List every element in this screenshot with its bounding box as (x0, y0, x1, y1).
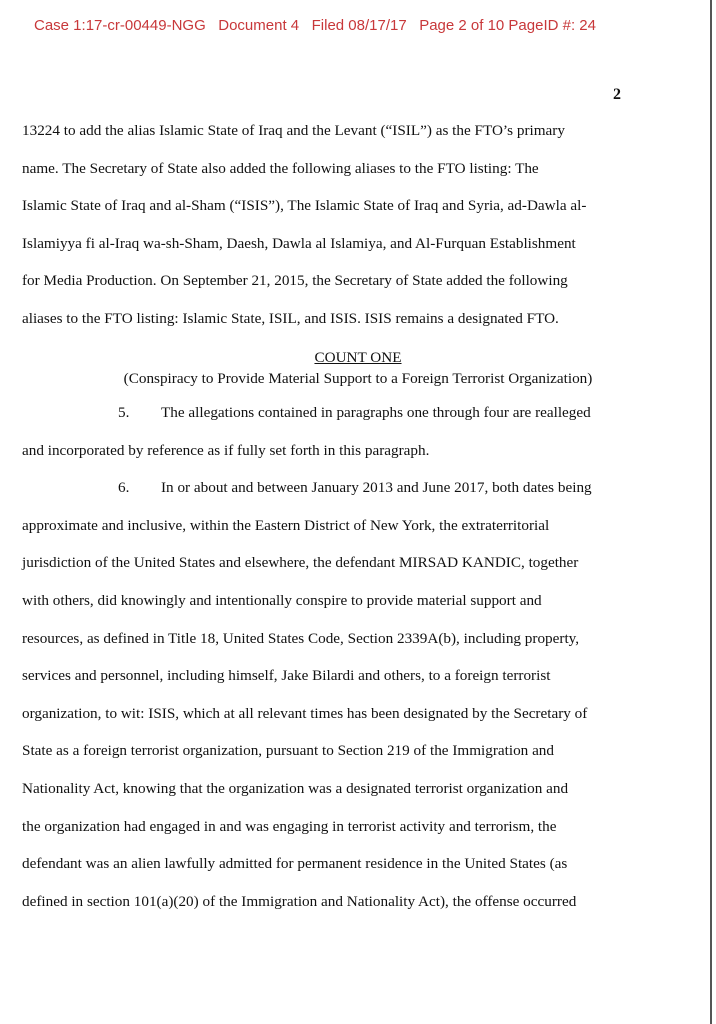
paragraph-number: 5. (118, 404, 130, 421)
text-line: aliases to the FTO listing: Islamic State, ISIL, and ISIS. ISIS remains a designated FTO. (22, 309, 559, 327)
paragraph-6-first-line (22, 469, 702, 507)
page-edge (710, 0, 712, 1024)
text-line: services and personnel, including himself, Jake Bilardi and others, to a foreign terrorist (22, 667, 551, 685)
text-line: defendant was an alien lawfully admitted for permanent residence in the United States (as (22, 855, 568, 873)
count-subtitle: (Conspiracy to Provide Material Support to a Foreign Terrorist Organization) (123, 370, 593, 387)
text-line: Islamiyya fi al-Iraq wa-sh-Sham, Daesh, Dawla al Islamiya, and Al-Furquan Establishment (22, 234, 576, 252)
count-body (22, 394, 702, 920)
text-line: 13224 to add the alias Islamic State of Iraq and the Levant (“ISIL”) as the FTO’s primary (22, 122, 565, 139)
text-line: Islamic State of Iraq and al-Sham (“ISIS”), The Islamic State of Iraq and Syria, ad-Dawla al- (22, 197, 587, 215)
paragraph-5-first-line (22, 394, 702, 432)
text-line: and incorporated by reference as if fully set forth in this paragraph. (22, 441, 430, 459)
paragraph-number: 6. (118, 479, 130, 497)
text-line: with others, did knowingly and intentionally conspire to provide material support and (22, 591, 542, 609)
text-line: jurisdiction of the United States and elsewhere, the defendant MIRSAD KANDIC, together (22, 554, 579, 572)
text-line: In or about and between January 2013 and June 2017, both dates being (161, 479, 592, 497)
count-title: COUNT ONE (314, 349, 402, 366)
text-line: Nationality Act, knowing that the organization was a designated terrorist organization and (22, 779, 569, 797)
text-line: The allegations contained in paragraphs one through four are realleged (161, 404, 591, 421)
text-line: the organization had engaged in and was engaging in terrorist activity and terrorism, the (22, 817, 557, 835)
count-heading (0, 347, 716, 389)
paragraph-continued (22, 112, 702, 338)
text-line: name. The Secretary of State also added the following aliases to the FTO listing: The (22, 159, 539, 177)
text-line: for Media Production. On September 21, 2015, the Secretary of State added the following (22, 272, 568, 290)
case-header: Case 1:17-cr-00449-NGG Document 4 Filed 08/17/17 Page 2 of 10 PageID #: 24 (34, 17, 596, 34)
text-line: organization, to wit: ISIS, which at all relevant times has been designated by the Secretary of (22, 704, 588, 722)
text-line: resources, as defined in Title 18, United States Code, Section 2339A(b), including property, (22, 629, 580, 647)
text-line: defined in section 101(a)(20) of the Immigration and Nationality Act), the offense occurred (22, 892, 577, 910)
page-number: 2 (613, 86, 621, 103)
text-line: State as a foreign terrorist organization, pursuant to Section 219 of the Immigration and (22, 742, 554, 760)
text-line: approximate and inclusive, within the Eastern District of New York, the extraterritorial (22, 516, 550, 534)
